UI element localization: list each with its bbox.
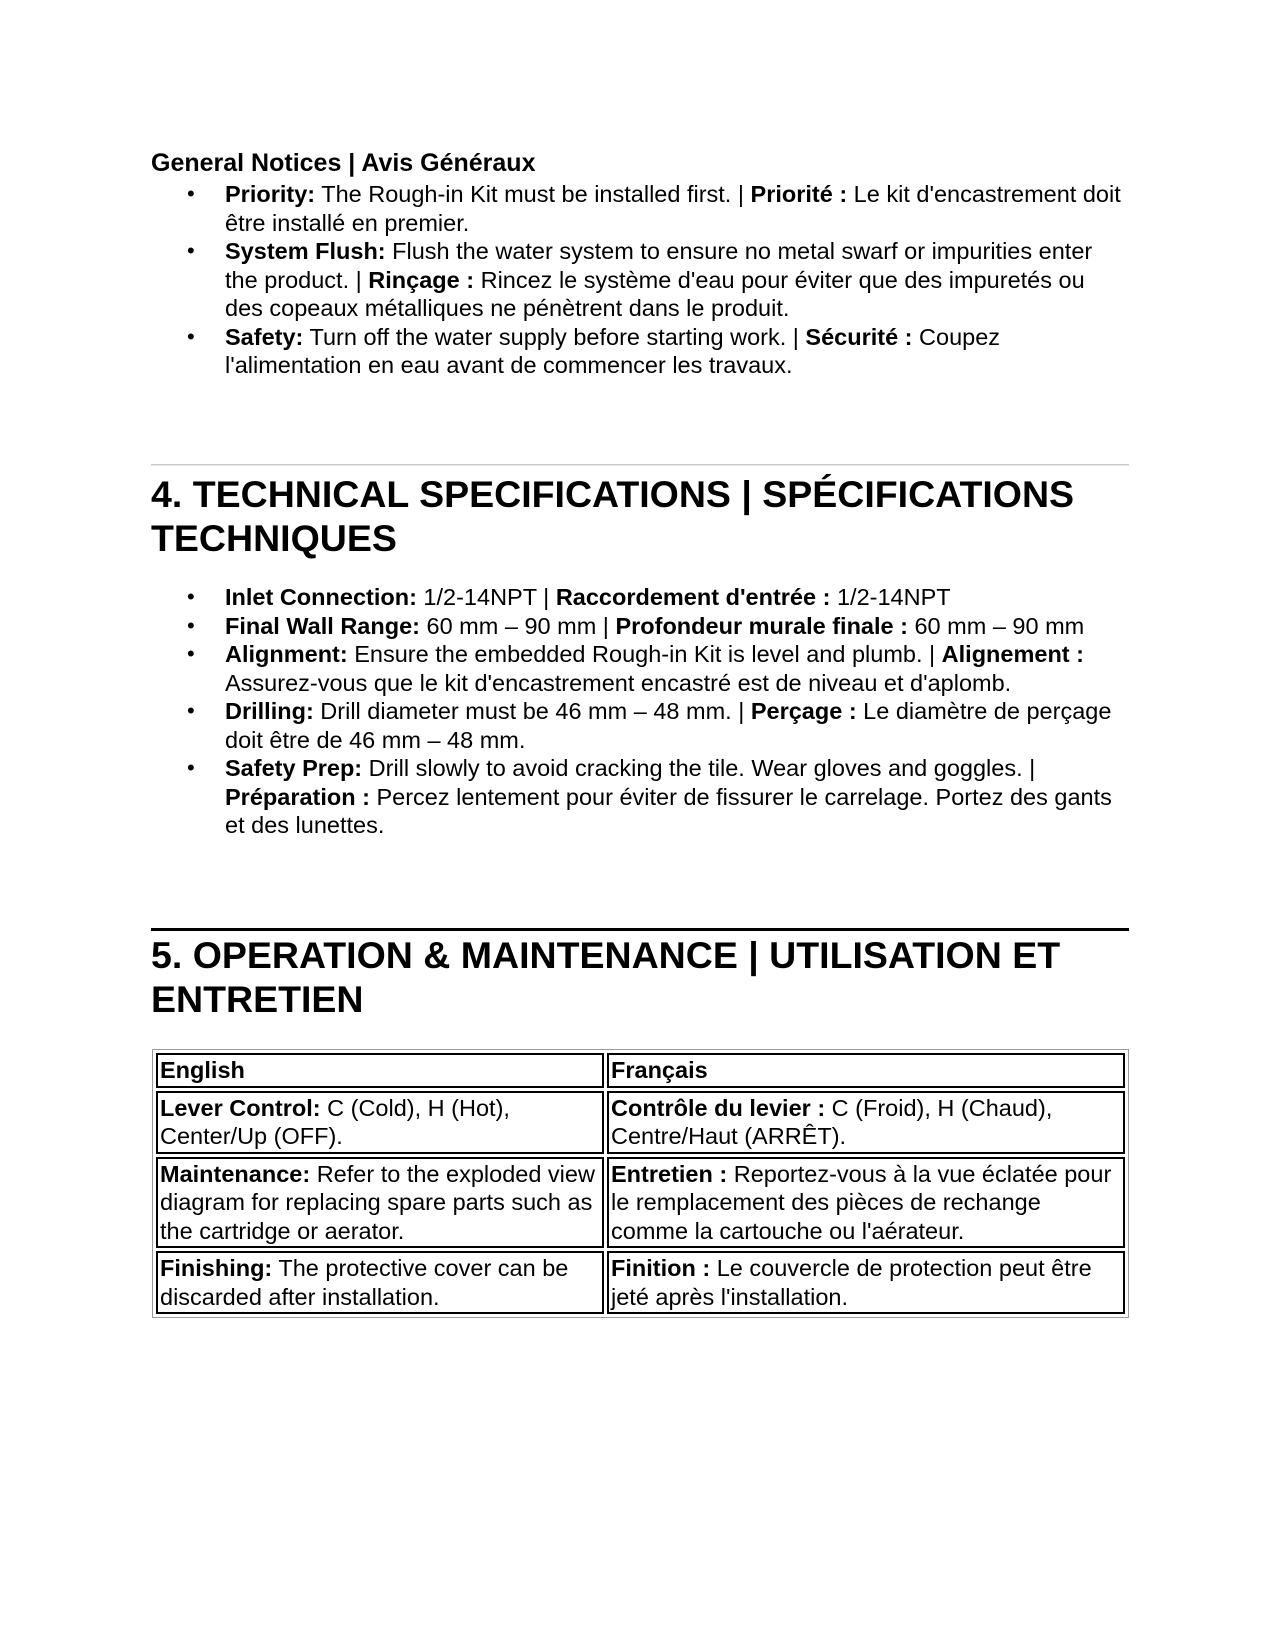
document-page xyxy=(151,146,1129,1310)
item-label-en: Inlet Connection: xyxy=(225,584,417,610)
cell-text: C (Cold), H (Hot), Center/Up (OFF). xyxy=(160,1094,510,1149)
cell-text: Reportez-vous à la vue éclatée pour le remplacement des pièces de rechange comme la cartouche ou l'aérateur. xyxy=(611,1160,1112,1244)
item-label-en: Alignment: xyxy=(225,641,348,667)
general-notices-heading: General Notices | Avis Généraux xyxy=(151,149,536,177)
cell-label: Finition : xyxy=(611,1255,711,1281)
list-item xyxy=(151,583,1129,612)
cell-text: The protective cover can be discarded after installation. xyxy=(160,1255,569,1310)
operation-table xyxy=(152,1049,1129,1318)
operation-heading: 5. OPERATION & MAINTENANCE | UTILISATION ET ENTRETIEN xyxy=(151,934,1061,1020)
item-label-en: Drilling: xyxy=(225,698,314,724)
item-text-en: The Rough-in Kit must be installed first. | xyxy=(315,181,751,207)
list-item xyxy=(151,697,1129,754)
list-item xyxy=(151,237,1129,323)
item-label-en: System Flush: xyxy=(225,238,386,264)
item-text-en: Turn off the water supply before starting work. | xyxy=(303,323,806,350)
column-header-english: English xyxy=(156,1053,604,1088)
item-label-fr: Priorité : xyxy=(750,181,848,207)
cell-text: Refer to the exploded view diagram for replacing spare parts such as the cartridge or aerator. xyxy=(160,1160,595,1244)
table-cell-en xyxy=(156,1251,604,1314)
item-label-en: Safety: xyxy=(225,323,304,350)
item-text-en: Ensure the embedded Rough-in Kit is level and plumb. | xyxy=(347,641,942,667)
cell-label: Entretien : xyxy=(611,1160,728,1187)
technical-specs-list xyxy=(151,583,1129,840)
item-label-fr: Profondeur murale finale : xyxy=(615,612,908,639)
item-text-fr: Le kit d'encastrement doit être installé en premier. xyxy=(225,181,1121,236)
item-label-en: Priority: xyxy=(225,181,316,207)
table-row xyxy=(156,1157,1125,1249)
table-cell-en xyxy=(156,1157,604,1249)
item-text-en: Flush the water system to ensure no metal swarf or impurities enter the product. | xyxy=(225,238,1093,293)
general-notices-list xyxy=(151,180,1129,380)
item-text-fr: Le diamètre de perçage doit être de 46 mm – 48 mm. xyxy=(225,698,1112,753)
table-header-row xyxy=(156,1053,1125,1088)
item-text-en: 1/2-14NPT | xyxy=(416,584,556,610)
section-divider xyxy=(151,928,1129,931)
technical-specs-heading: 4. TECHNICAL SPECIFICATIONS | SPÉCIFICATIONS TECHNIQUES xyxy=(151,473,1075,559)
item-label-fr: Raccordement d'entrée : xyxy=(555,584,831,610)
list-item xyxy=(151,754,1129,840)
item-label-en: Safety Prep: xyxy=(225,755,363,781)
list-item xyxy=(151,612,1129,641)
item-text-fr: Coupez l'alimentation en eau avant de commencer les travaux. xyxy=(225,323,1001,378)
item-label-en: Final Wall Range: xyxy=(225,612,420,639)
table-cell-fr xyxy=(607,1157,1125,1249)
section-divider xyxy=(151,464,1129,466)
table-cell-fr xyxy=(607,1251,1125,1314)
item-label-fr: Alignement : xyxy=(941,641,1084,667)
column-header-french: Français xyxy=(607,1053,1125,1088)
item-text-en: Drill diameter must be 46 mm – 48 mm. | xyxy=(313,698,751,724)
table-row xyxy=(156,1091,1125,1154)
item-text-en: 60 mm – 90 mm | xyxy=(419,612,616,639)
cell-label: Contrôle du levier : xyxy=(611,1094,826,1121)
item-label-fr: Sécurité : xyxy=(805,323,913,350)
cell-text: C (Froid), H (Chaud), Centre/Haut (ARRÊT). xyxy=(611,1094,1053,1149)
list-item xyxy=(151,323,1129,380)
cell-text: Le couvercle de protection peut être jeté après l'installation. xyxy=(611,1255,1092,1310)
table-row xyxy=(156,1251,1125,1314)
table-cell-en xyxy=(156,1091,604,1154)
item-text-en: Drill slowly to avoid cracking the tile. Wear gloves and goggles. | xyxy=(362,755,1036,781)
item-label-fr: Préparation : xyxy=(225,783,370,810)
table-cell-fr xyxy=(607,1091,1125,1154)
item-text-fr: 1/2-14NPT xyxy=(830,584,951,610)
cell-label: Lever Control: xyxy=(160,1094,321,1121)
cell-label: Maintenance: xyxy=(160,1160,311,1187)
item-text-fr: Rincez le système d'eau pour éviter que des impuretés ou des copeaux métalliques ne pénètrent dans le produit. xyxy=(225,266,1085,321)
item-text-fr: Percez lentement pour éviter de fissurer le carrelage. Portez des gants et des lunettes. xyxy=(225,783,1112,838)
item-text-fr: Assurez-vous que le kit d'encastrement encastré est de niveau et d'aplomb. xyxy=(225,669,1012,696)
list-item xyxy=(151,180,1129,237)
item-text-fr: 60 mm – 90 mm xyxy=(907,612,1085,639)
item-label-fr: Rinçage : xyxy=(368,266,475,293)
list-item xyxy=(151,640,1129,697)
item-label-fr: Perçage : xyxy=(750,698,857,724)
cell-label: Finishing: xyxy=(160,1255,273,1281)
